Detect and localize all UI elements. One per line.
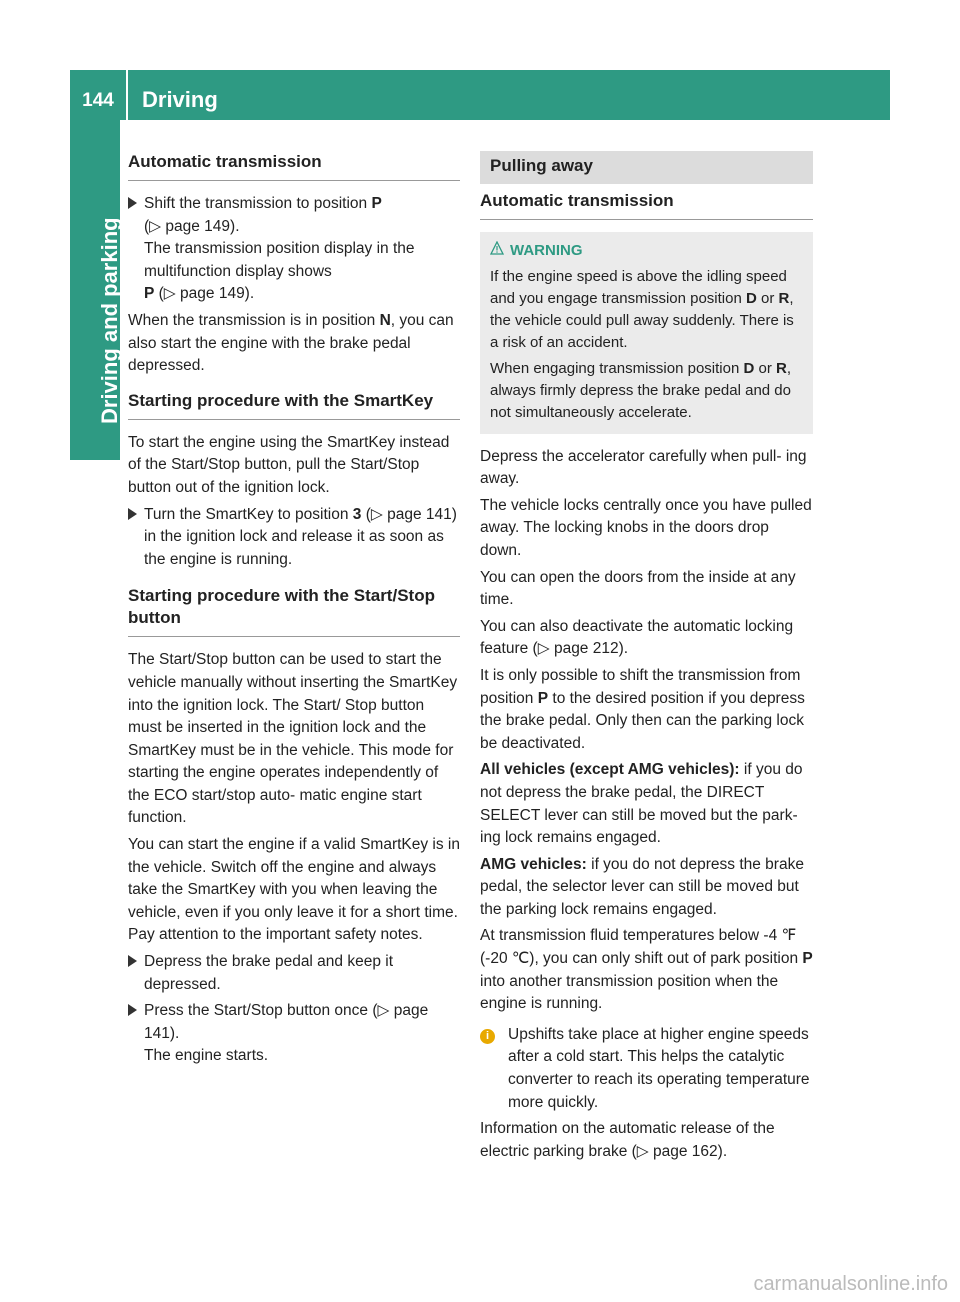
header-divider <box>126 70 128 120</box>
heading-start-stop-button: Starting procedure with the Start/Stop button <box>128 585 460 637</box>
heading-smartkey: Starting procedure with the SmartKey <box>128 390 460 420</box>
paragraph: It is only possible to shift the transmission from position P to the desired position if you depress the brake pedal. Only then can the parking lock be deactivated. <box>480 666 805 752</box>
warning-box <box>480 232 813 434</box>
right-column <box>480 151 813 1167</box>
heading-automatic-transmission: Automatic transmission <box>480 190 813 220</box>
warning-text: When engaging transmission position D or R, always firmly depress the brake pedal and do not simultaneously accelerate. <box>490 359 792 421</box>
warning-header: WARNING <box>490 240 805 262</box>
paragraph: At transmission fluid temperatures below -4 ℉ (-20 ℃), you can only shift out of park position P into another transmission position when the engine is running. <box>480 927 813 1013</box>
paragraph: You can open the doors from the inside at any time. <box>480 568 796 609</box>
page-reference[interactable]: (▷ page 149). <box>144 217 240 235</box>
instruction-step: Turn the SmartKey to position 3 (▷ page 141) in the ignition lock and release it as soon as the engine is running. <box>128 504 460 572</box>
page-reference[interactable]: (▷ page 149). <box>154 285 255 303</box>
sidebar-label: Driving and parking <box>97 217 122 424</box>
paragraph: The vehicle locks centrally once you have pulled away. The locking knobs in the doors drop down. <box>480 496 812 559</box>
warning-text: If the engine speed is above the idling speed and you engage transmission position D or R, the vehicle could pull away suddenly. There is a risk of an accident. <box>490 267 794 351</box>
step-arrow-icon <box>128 197 137 209</box>
watermark: carmanualsonline.info <box>753 1273 948 1295</box>
paragraph: Information on the automatic release of the electric parking brake (▷ page 162). <box>480 1120 775 1160</box>
paragraph: AMG vehicles: if you do not depress the brake pedal, the selector lever can still be moved but the parking lock remains engaged. <box>480 855 804 918</box>
section-title-pulling-away: Pulling away <box>480 151 813 184</box>
paragraph: All vehicles (except AMG vehicles): if you do not depress the brake pedal, the DIRECT SELECT lever can still be moved but the park- ing lock remains engaged. <box>480 761 803 847</box>
chapter-title: Driving <box>142 87 218 112</box>
page-number: 144 <box>82 90 114 111</box>
instruction-step: Press the Start/Stop button once (▷ page 141). The engine starts. <box>128 1000 460 1068</box>
warning-triangle-icon <box>490 241 504 255</box>
step-arrow-icon <box>128 955 137 967</box>
paragraph: You can start the engine if a valid SmartKey is in the vehicle. Switch off the engine and always take the SmartKey with you when leaving the vehicle, even if you only leave it for a short time. Pay attention to the important safety notes. <box>128 836 461 944</box>
paragraph: When the transmission is in position N, you can also start the engine with the brake pedal depressed. <box>128 311 454 375</box>
paragraph: The Start/Stop button can be used to start the vehicle manually without inserting the SmartKey into the ignition lock. The Start/ Stop button must be inserted in the ignition lock and the SmartKey must be in the vehicle. This mode for starting the engine operates independently of the ECO start/stop auto- matic engine start function. <box>128 651 458 827</box>
step-arrow-icon <box>128 1004 137 1016</box>
info-note: i Upshifts take place at higher engine speeds after a cold start. This helps the catalytic converter to reach its operating temperature more quickly. <box>480 1024 813 1114</box>
paragraph: You can also deactivate the automatic locking feature (▷ page 212). <box>480 617 794 658</box>
page-header <box>70 70 890 120</box>
instruction-step: Shift the transmission to position P (▷ page 149). The transmission position display in the multifunction display shows P (▷ page 149). <box>128 193 460 306</box>
step-arrow-icon <box>128 508 137 520</box>
info-icon: i <box>480 1029 495 1044</box>
chapter-sidebar-tab <box>70 120 120 460</box>
left-column <box>128 151 460 1072</box>
instruction-step: Depress the brake pedal and keep it depressed. <box>128 951 460 996</box>
paragraph: Depress the accelerator carefully when pull- ing away. <box>480 447 807 488</box>
heading-automatic-transmission: Automatic transmission <box>128 151 460 181</box>
paragraph: To start the engine using the SmartKey instead of the Start/Stop button, pull the Start/Stop button out of the ignition lock. <box>128 433 450 496</box>
